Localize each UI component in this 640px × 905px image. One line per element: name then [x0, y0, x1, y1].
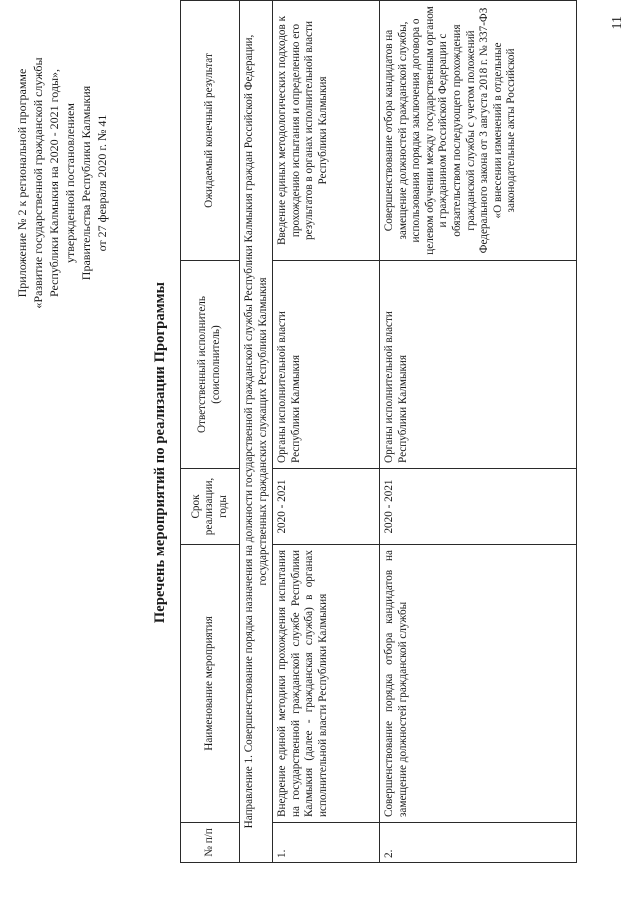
table-row: [273, 1, 380, 863]
measure-period: 2020 - 2021: [273, 469, 380, 545]
direction-text: Направление 1. Совершенствование порядка назначения на должности государственной гражданской службы Республики Калмыкия граждан Российской Федерации, государственных гражданских служащих Республики Калмыкия: [240, 1, 273, 863]
measure-period: 2020 - 2021: [380, 469, 577, 545]
direction-row: [240, 1, 273, 863]
header-number: № п/п: [181, 823, 240, 863]
header-executor: Ответственный исполнитель (соисполнитель): [181, 261, 240, 469]
appendix-line: Республики Калмыкия на 2020 - 2021 годы»,: [47, 68, 61, 298]
appendix-line: Приложение № 2 к региональной программе: [15, 68, 29, 298]
table-row: [380, 1, 577, 863]
measure-executor: Органы исполнительной власти Республики Калмыкия: [273, 261, 380, 469]
header-measure-name: Наименование мероприятия: [181, 545, 240, 823]
measure-name: Совершенствование порядка отбора кандидатов на замещение должностей гражданской службы: [380, 545, 577, 823]
appendix-line: от 27 февраля 2020 г. № 41: [95, 114, 109, 252]
row-number: 2.: [380, 823, 577, 863]
document-title: Перечень мероприятий по реализации Программы: [152, 281, 168, 624]
row-number: 1.: [273, 823, 380, 863]
measures-table: [180, 0, 577, 863]
header-period: Срок реализации, годы: [181, 469, 240, 545]
measure-result: Введение единых методологических подходов к прохождению испытания и определению его результатов в органах исполнительной власти Республики Калмыкия: [273, 1, 380, 261]
page-number: 11: [610, 16, 625, 30]
measure-result: Совершенствование отбора кандидатов на замещение должностей гражданской службы, использования порядка заключения договора о целевом обучении между государственным органом и гражданином Российской Федерации с обязательством последующего прохождения гражданской службы с учетом положений Федерального закона от 3 августа 2018 г. № 337-ФЗ «О внесении изменений в отдельные законодательные акты Российской: [380, 1, 577, 261]
appendix-block: [14, 18, 110, 348]
appendix-line: утвержденной постановлением: [63, 103, 77, 263]
appendix-line: «Развитие государственной гражданской службы: [31, 57, 45, 309]
header-result: Ожидаемый конечный результат: [181, 1, 240, 261]
appendix-line: Правительства Республики Калмыкия: [79, 85, 93, 281]
table-header-row: [181, 1, 240, 863]
measure-executor: Органы исполнительной власти Республики Калмыкия: [380, 261, 577, 469]
measure-name: Внедрение единой методики прохождения испытания на государственной гражданской службе Республики Калмыкия (далее - гражданская служба) в органах исполнительной власти Республики Калмыкия: [273, 545, 380, 823]
